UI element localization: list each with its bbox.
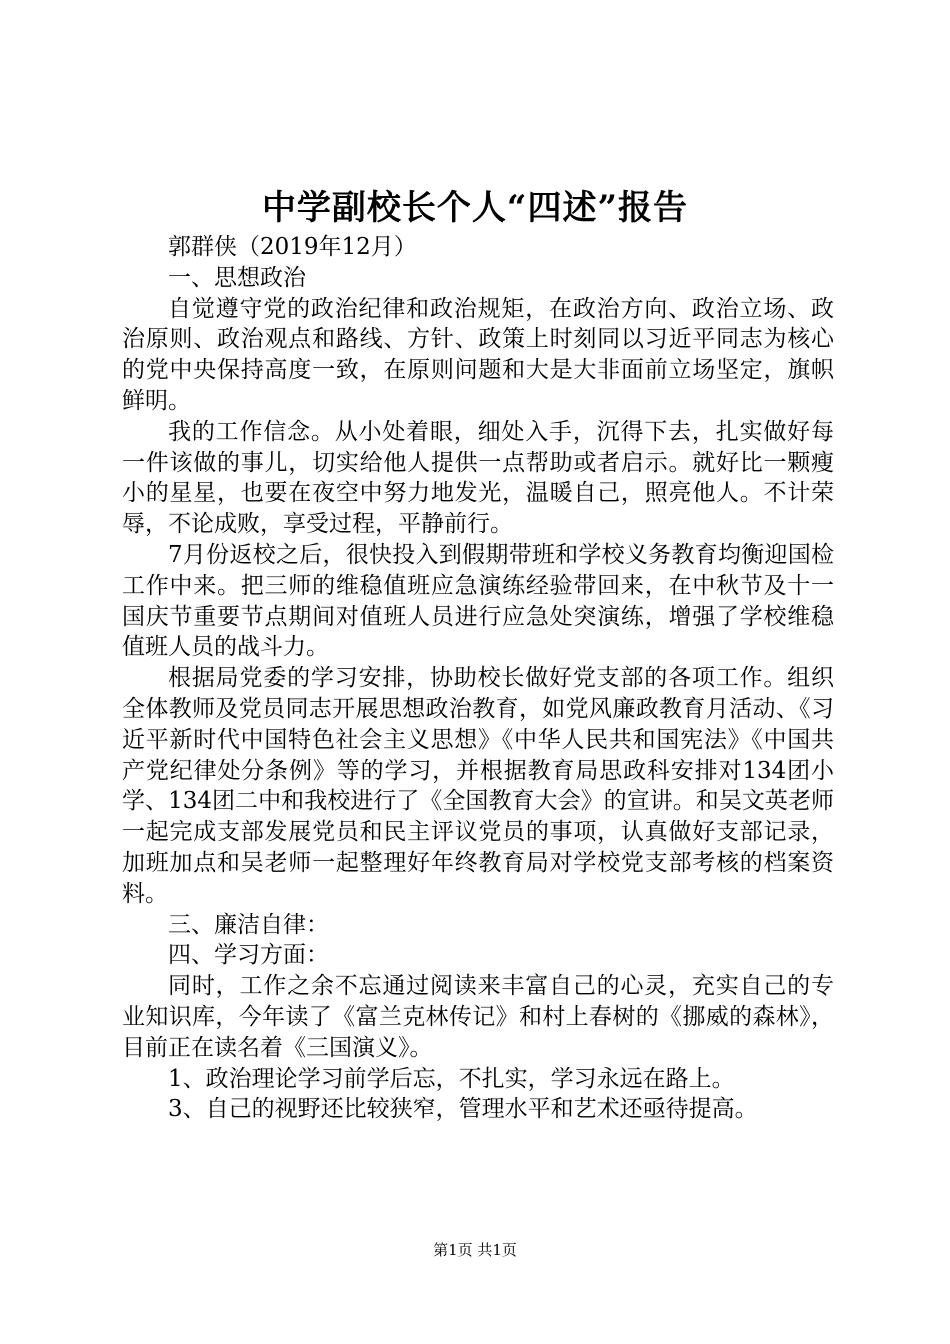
paragraph: 7月份返校之后，很快投入到假期带班和学校义务教育均衡迎国检工作中来。把三师的维稳值班应急演练经验带回来，在中秋节及十一国庆节重要节点期间对值班人员进行应急处突演练，增强了学校维稳值班人员的战斗力。 [122, 541, 834, 661]
list-item: 3、自己的视野还比较狭窄，管理水平和艺术还亟待提高。 [168, 1096, 758, 1123]
paragraph: 根据局党委的学习安排，协助校长做好党支部的各项工作。组织全体教师及党员同志开展思想政治教育，如党风廉政教育月活动、《习近平新时代中国特色社会主义思想》《中华人民共和国宪法》《中国共产党纪律处分条例》等的学习，并根据教育局思政科安排对134团小学、134团二中和我校进行了《全国教育大会》的宣讲。和吴文英老师一起完成支部发展党员和民主评议党员的事项，认真做好支部记录，加班加点和吴老师一起整理好年终教育局对学校党支部考核的档案资料。 [122, 665, 834, 907]
page-number-footer: 第1页 共1页 [433, 1241, 517, 1259]
document-body [122, 232, 834, 1125]
section-heading: 三、廉洁自律： [168, 911, 329, 938]
list-item: 1、政治理论学习前学后忘，不扎实，学习永远在路上。 [168, 1065, 735, 1092]
section-heading: 四、学习方面： [168, 942, 329, 969]
document-title: 中学副校长个人“四述”报告 [261, 188, 689, 228]
author-line: 郭群侠（2019年12月） [168, 234, 417, 260]
paragraph: 自觉遵守党的政治纪律和政治规矩，在政治方向、政治立场、政治原则、政治观点和路线、方针、政策上时刻同以习近平同志为核心的党中央保持高度一致，在原则问题和大是大非面前立场坚定，旗帜鲜明。 [122, 295, 834, 414]
paragraph: 我的工作信念。从小处着眼，细处入手，沉得下去，扎实做好每一件该做的事儿，切实给他人提供一点帮助或者启示。就好比一颗瘦小的星星，也要在夜空中努力地发光，温暖自己，照亮他人。不计荣辱，不论成败，享受过程，平静前行。 [122, 418, 834, 538]
section-heading: 一、思想政治 [168, 264, 306, 291]
paragraph: 同时，工作之余不忘通过阅读来丰富自己的心灵，充实自己的专业知识库，今年读了《富兰克林传记》和村上春树的《挪威的森林》，目前正在读名着《三国演义》。 [122, 973, 834, 1061]
